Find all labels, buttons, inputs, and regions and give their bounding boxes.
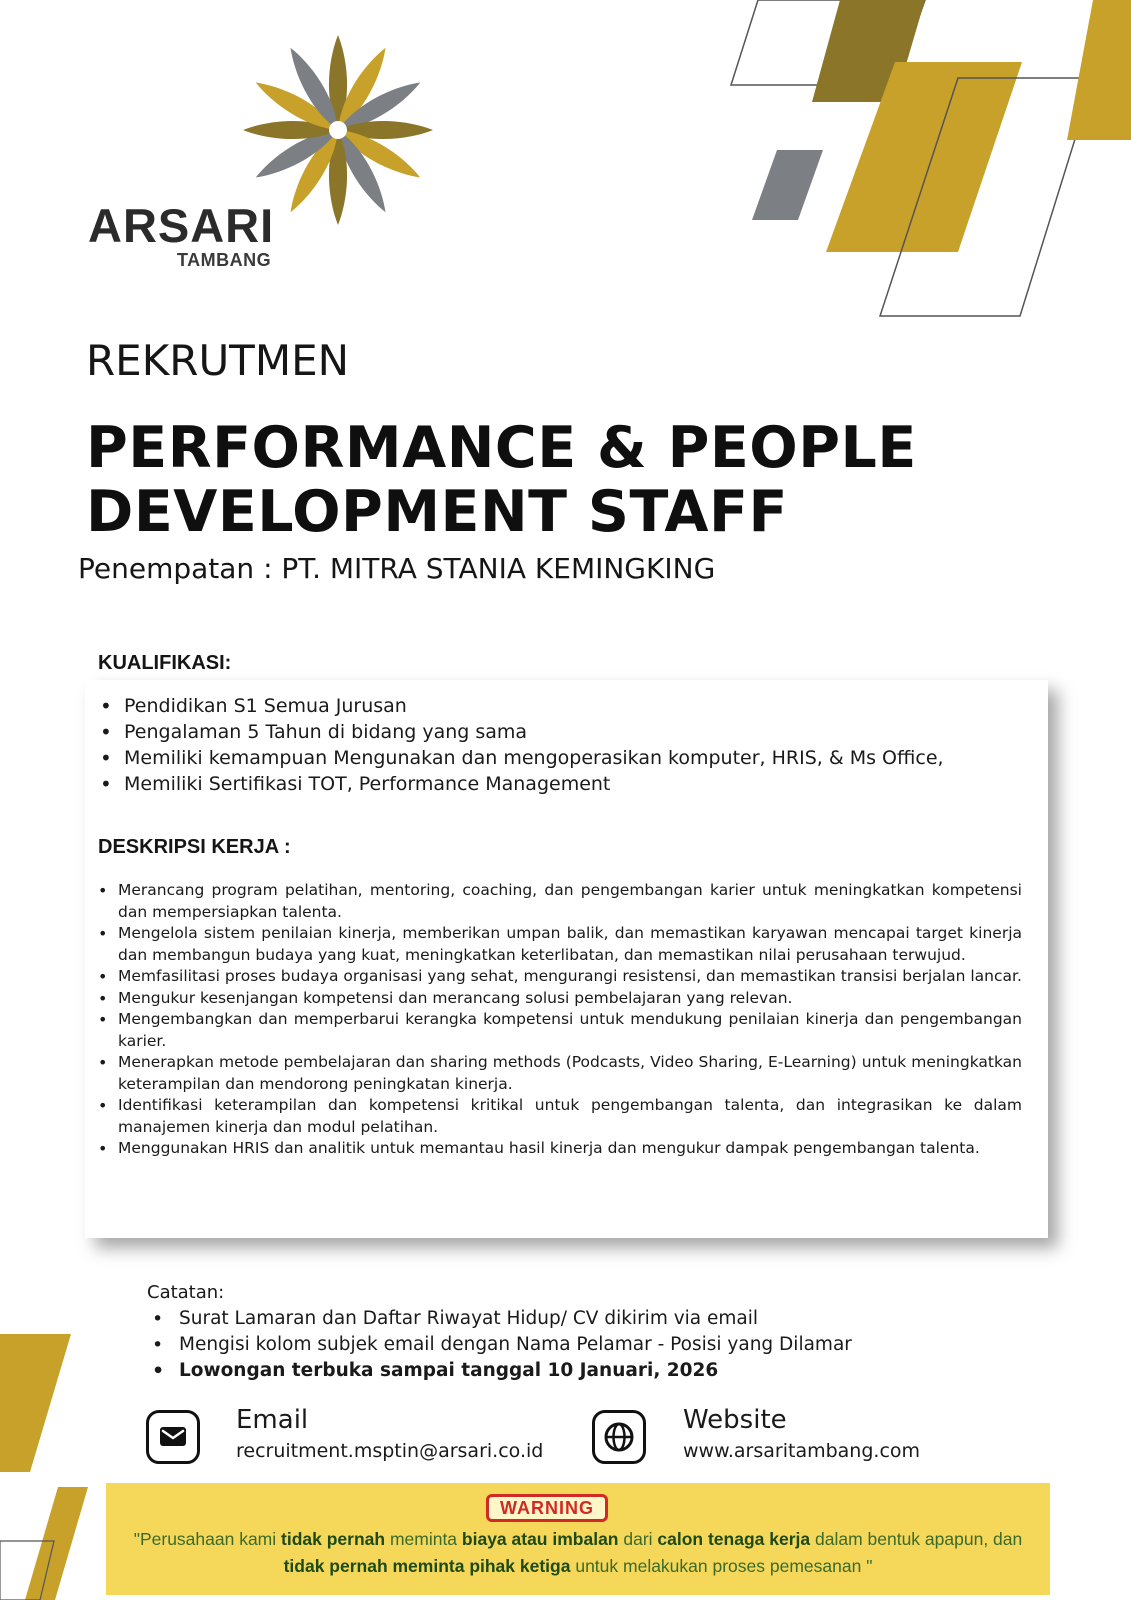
warning-text (110, 1526, 1046, 1580)
list-item: • Merancang program pelatihan, mentoring, coaching, dan pengembangan karier untuk meningkatkan kompetensi dan mempersiapkan talenta. (98, 880, 1022, 923)
list-item: • Memiliki kemampuan Mengunakan dan mengoperasikan komputer, HRIS, & Ms Office, (100, 745, 1020, 771)
list-item: • Memfasilitasi proses budaya organisasi yang sehat, mengurangi resistensi, dan memastikan transisi berjalan lancar. (98, 966, 1022, 988)
list-item: • Menggunakan HRIS dan analitik untuk memantau hasil kinerja dan mengukur dampak pengembangan talenta. (98, 1138, 1022, 1160)
warning-emphasis: biaya atau imbalan (461, 1529, 619, 1549)
job-title-line-2: DEVELOPMENT STAFF (86, 479, 788, 545)
notes-heading: Catatan: (147, 1282, 225, 1303)
website-link[interactable]: www.arsaritambang.com (683, 1440, 921, 1462)
brand-name: ARSARI (88, 199, 275, 252)
list-item: • Mengembangkan dan memperbarui kerangka kompetensi untuk mendukung penilaian kinerja dan pengembangan karier. (98, 1009, 1022, 1052)
deadline-item: • Lowongan terbuka sampai tanggal 10 Januari, 2026 (152, 1358, 952, 1384)
page-kicker: REKRUTMEN (86, 336, 350, 385)
job-description-list (98, 880, 1022, 1160)
warning-emphasis: tidak pernah meminta pihak ketiga (283, 1556, 571, 1576)
list-item: • Mengelola sistem penilaian kinerja, memberikan umpan balik, dan memastikan karyawan mencapai target kinerja dan membangun budaya yang kuat, meningkatkan keterlibatan, dan memastikan nilai perusahaan terwujud. (98, 923, 1022, 966)
job-title-line-1: PERFORMANCE & PEOPLE (86, 415, 917, 481)
warning-emphasis: tidak pernah (281, 1529, 386, 1549)
list-item: • Pengalaman 5 Tahun di bidang yang sama (100, 719, 1020, 745)
list-item: • Menerapkan metode pembelajaran dan sharing methods (Podcasts, Video Sharing, E-Learning) untuk meningkatkan keterampilan dan mendorong peningkatan kinerja. (98, 1052, 1022, 1095)
warning-badge: WARNING (486, 1494, 608, 1522)
qualifications-list (100, 693, 1020, 797)
warning-text-part: dari (618, 1529, 658, 1549)
brand-subtitle: TAMBANG (177, 250, 272, 270)
envelope-icon (146, 1410, 200, 1464)
warning-text-part: meminta (385, 1529, 462, 1549)
list-item: • Mengisi kolom subjek email dengan Nama Pelamar - Posisi yang Dilamar (152, 1332, 952, 1358)
qualifications-heading: KUALIFIKASI: (98, 652, 232, 674)
warning-emphasis: calon tenaga kerja (657, 1529, 811, 1549)
globe-icon (592, 1410, 646, 1464)
list-item: • Pendidikan S1 Semua Jurusan (100, 693, 1020, 719)
warning-text-part: untuk melakukan proses pemesanan " (570, 1556, 873, 1576)
list-item: • Memiliki Sertifikasi TOT, Performance Management (100, 771, 1020, 797)
warning-text-part: dalam bentuk apapun, dan (810, 1529, 1023, 1549)
warning-text-part: "Perusahaan kami (133, 1529, 282, 1549)
email-label: Email (236, 1405, 309, 1435)
job-description-heading: DESKRIPSI KERJA : (98, 836, 291, 858)
list-item: • Mengukur kesenjangan kompetensi dan merancang solusi pembelajaran yang relevan. (98, 988, 1022, 1010)
notes-list (152, 1306, 952, 1384)
list-item: • Identifikasi keterampilan dan kompetensi kritikal untuk pengembangan talenta, dan integrasikan ke dalam manajemen kinerja dan modul pelatihan. (98, 1095, 1022, 1138)
website-label: Website (683, 1405, 787, 1435)
job-title (86, 416, 917, 544)
email-link[interactable]: recruitment.msptin@arsari.co.id (236, 1440, 544, 1462)
placement-text: Penempatan : PT. MITRA STANIA KEMINGKING (78, 552, 716, 585)
list-item: • Surat Lamaran dan Daftar Riwayat Hidup/ CV dikirim via email (152, 1306, 952, 1332)
